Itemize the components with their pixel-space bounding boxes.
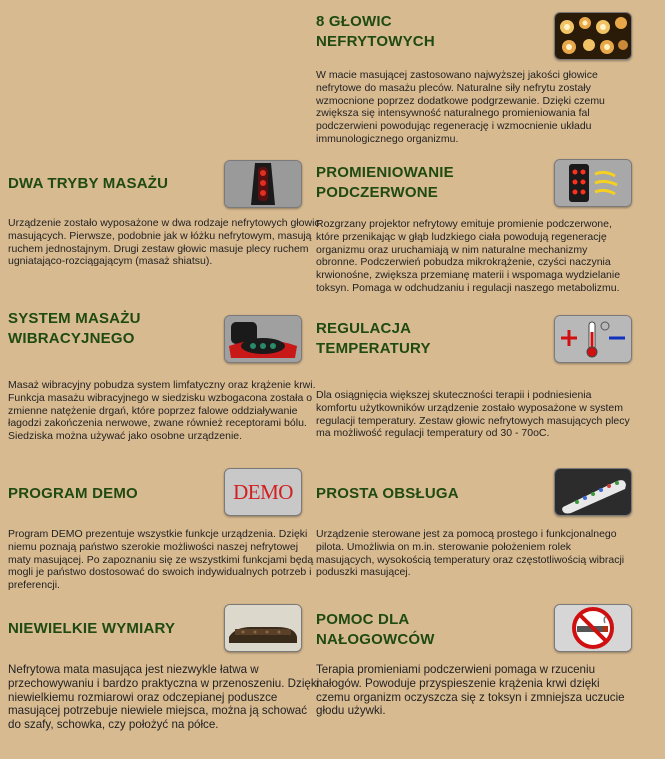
heated-jade-heads-image xyxy=(554,12,632,60)
feature-title: REGULACJA TEMPERATURY xyxy=(316,320,431,357)
feature-title: PROSTA OBSŁUGA xyxy=(316,485,459,502)
feature-description: Nefrytowa mata masująca jest niezwykle łatwa w przechowywaniu i bardzo praktyczna w przenoszeniu. Dzięki niewielkiemu rozmiarowi oraz odczepianej poduszce masującej potrzebuje niewiele miejsca, można ją schować do szafy, schowka, czy położyć na półce. xyxy=(8,663,320,732)
demo-icon xyxy=(224,468,302,516)
feature-description: Program DEMO prezentuje wszystkie funkcje urządzenia. Dzięki niemu poznają państwo szerokie możliwości naszej nefrytowej maty masującej. Po zapoznaniu się ze wszystkimi funkcjami będą mogli je państwo dostosować do swoich indywidualnych potrzeb i preferencji. xyxy=(8,528,314,592)
infrared-radiation-image xyxy=(554,159,632,207)
massage-seat-image xyxy=(224,160,302,208)
feature-description: Masaż wibracyjny pobudza system limfatyczny oraz krążenie krwi. Funkcja masażu wibracyjnego w siedzisku wzbogacona została o zmienne natężenie drgań, które poprzez falowe oddziaływanie łagodzi zakończenia nerwowe, zwane również receptorami bólu. Siedziska można używać jako osobne urządzenie. xyxy=(8,379,316,443)
feature-title: POMOC DLA NAŁOGOWCÓW xyxy=(316,611,435,648)
feature-description: Terapia promieniami podczerwieni pomaga w rzuceniu nałogów. Powoduje przyspieszenie krążenia krwi dzięki czemu organizm oczyszcza się z toksyn i zmniejsza uczucie głodu używki. xyxy=(316,663,625,718)
feature-title: NIEWIELKIE WYMIARY xyxy=(8,620,176,637)
demo-icon-label: DEMO xyxy=(233,480,293,504)
feature-description: Urządzenie sterowane jest za pomocą prostego i funkcjonalnego pilota. Umożliwia on m.in. sterowanie położeniem rolek masujących, wysokością temperatury oraz częstotliwością wibracji poduszki masującej. xyxy=(316,528,625,579)
vibration-cushion-image xyxy=(224,315,302,363)
feature-title: DWA TRYBY MASAŻU xyxy=(8,175,169,192)
feature-title: PROGRAM DEMO xyxy=(8,485,138,502)
feature-title: PROMIENIOWANIE PODCZERWONE xyxy=(316,164,454,201)
feature-description: W macie masującej zastosowano najwyższej jakości głowice nefrytowe do masażu pleców. Naturalne siły nefrytu zostały wzmocnione poprzez dodatkowe podgrzewanie. Dzięki czemu zwiększa się intensywność naturalnego promieniowania fal podczerwieni powodując regenerację i wzmocnienie układu immunologicznego organizmu. xyxy=(316,69,605,145)
feature-title: SYSTEM MASAŻU WIBRACYJNEGO xyxy=(8,310,141,347)
feature-description: Rozgrzany projektor nefrytowy emituje promienie podczerwone, które przenikając w głąb ludzkiego ciała powodują regenerację organizmu oraz uruchamiają w nim naturalne mechanizmy obronne. Podczerwień pobudza mikrokrążenie, czyści naczynia krwionośne, zwiększa przemianę materii i wspomaga wydzielanie toksyn. Pomaga w odchudzaniu i regulacji naszego metabolizmu. xyxy=(316,218,621,294)
no-smoking-icon xyxy=(554,604,632,652)
folded-mat-image xyxy=(224,604,302,652)
temperature-icon xyxy=(554,315,632,363)
feature-title: 8 GŁOWIC NEFRYTOWYCH xyxy=(316,13,435,50)
remote-control-image xyxy=(554,468,632,516)
feature-description: Urządzenie zostało wyposażone w dwa rodzaje nefrytowych głowic masujących. Pierwsze, podobnie jak w łóżku nefrytowym, masują ruchem jednostajnym. Drugi zestaw głowic masuje plecy ruchem ugniatająco-rozciągającym (masaż shiatsu). xyxy=(8,217,320,268)
feature-description: Dla osiągnięcia większej skuteczności terapii i podniesienia komfortu użytkowników urządzenie zostało wyposażone w system regulacji temperatury. Zestaw głowic nefrytowych masujących plecy ma możliwość regulacji temperatury od 30 - 70oC. xyxy=(316,389,630,440)
